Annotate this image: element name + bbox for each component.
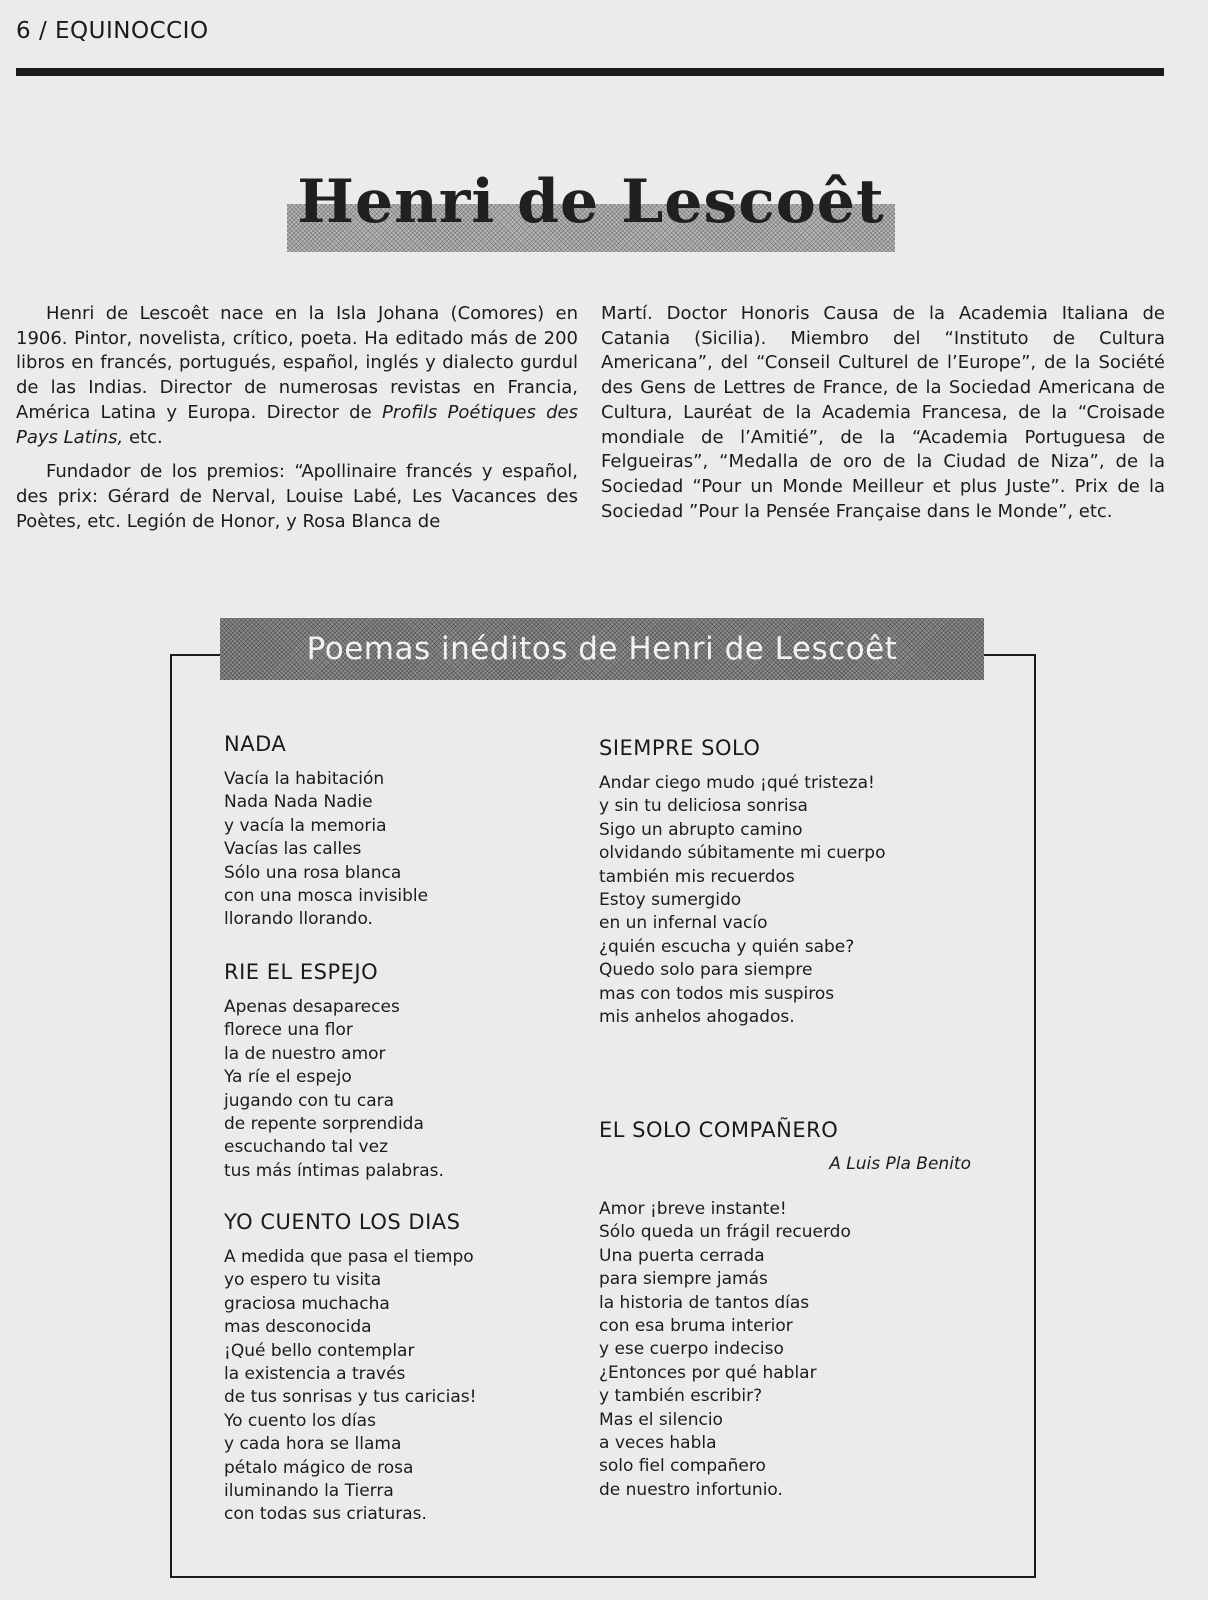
poem-line: mis anhelos ahogados. bbox=[599, 1007, 795, 1028]
poem-title: EL SOLO COMPAÑERO bbox=[599, 1118, 839, 1142]
poem-el-solo-companero bbox=[599, 1118, 971, 1502]
poem-line: de tus sonrisas y tus caricias! bbox=[224, 1387, 477, 1408]
poem-line: Amor ¡breve instante! bbox=[599, 1199, 787, 1219]
poem-line: para siempre jamás bbox=[599, 1269, 768, 1290]
poem-line: de repente sorprendida bbox=[224, 1114, 424, 1135]
poem-title: RIE EL ESPEJO bbox=[224, 960, 379, 984]
poem-line: Mas el silencio bbox=[599, 1409, 723, 1430]
poem-line: Vacías las calles bbox=[224, 839, 362, 860]
poem-line: pétalo mágico de rosa bbox=[224, 1457, 414, 1478]
bio-column-left bbox=[16, 302, 578, 544]
poem-line: ¿quién escucha y quién sabe? bbox=[599, 936, 855, 957]
bio-text: Henri de Lescoêt nace en la Isla Johana (Comores) en 1906. Pintor, novelista, crítico, poeta. Ha editado más de 200 libros en francés, portugués, español, inglés y dialecto gurdul de las Indias. Director de numerosas revistas en Francia, América Latina y Europa. Director de bbox=[16, 303, 578, 423]
poem-siempre-solo bbox=[599, 736, 886, 1029]
page-header: 6 / EQUINOCCIO bbox=[16, 18, 209, 44]
poem-lines bbox=[599, 772, 886, 1029]
poem-line: llorando llorando. bbox=[224, 909, 373, 930]
poem-line: ¿Entonces por qué hablar bbox=[599, 1362, 817, 1383]
poem-line: jugando con tu cara bbox=[224, 1090, 395, 1111]
poem-line: Yo cuento los días bbox=[224, 1410, 376, 1431]
poem-line: y sin tu deliciosa sonrisa bbox=[599, 796, 808, 817]
poem-yo-cuento-los-dias bbox=[224, 1210, 476, 1527]
title-block bbox=[287, 160, 895, 252]
poem-line: Sólo una rosa blanca bbox=[224, 862, 402, 883]
poem-line: escuchando tal vez bbox=[224, 1137, 388, 1158]
poem-line: y también escribir? bbox=[599, 1386, 763, 1407]
poem-title: SIEMPRE SOLO bbox=[599, 736, 761, 760]
poem-line: Ya ríe el espejo bbox=[224, 1067, 352, 1088]
poems-banner: Poemas inéditos de Henri de Lescoêt bbox=[220, 618, 984, 680]
poem-nada bbox=[224, 732, 428, 932]
poem-line: Una puerta cerrada bbox=[599, 1245, 765, 1266]
bio-column-right bbox=[601, 302, 1165, 534]
poem-line: Quedo solo para siempre bbox=[599, 960, 813, 981]
bio-text: etc. bbox=[123, 426, 163, 448]
poem-line: olvidando súbitamente mi cuerpo bbox=[599, 843, 886, 864]
poem-line: a veces habla bbox=[599, 1433, 717, 1454]
poem-line: con una mosca invisible bbox=[224, 886, 429, 907]
poem-line: iluminando la Tierra bbox=[224, 1481, 394, 1502]
poem-lines bbox=[224, 768, 428, 932]
poem-line: yo espero tu visita bbox=[224, 1270, 382, 1291]
poem-line: mas desconocida bbox=[224, 1317, 372, 1338]
poem-title: NADA bbox=[224, 732, 287, 756]
poem-line: Nada Nada Nadie bbox=[224, 792, 373, 813]
poem-line: A medida que pasa el tiempo bbox=[224, 1247, 474, 1267]
poem-dedication: A Luis Pla Benito bbox=[829, 1154, 971, 1174]
poem-line: florece una flor bbox=[224, 1020, 353, 1041]
article-title: Henri de Lescoêt bbox=[297, 167, 885, 237]
poem-line: ¡Qué bello contemplar bbox=[224, 1340, 415, 1361]
bio-paragraph-1 bbox=[16, 302, 578, 450]
poem-line: solo fiel compañero bbox=[599, 1456, 766, 1477]
poem-line: Sigo un abrupto camino bbox=[599, 819, 803, 840]
poem-title: YO CUENTO LOS DIAS bbox=[224, 1210, 461, 1234]
poem-line: graciosa muchacha bbox=[224, 1293, 390, 1314]
poem-line: con todas sus criaturas. bbox=[224, 1504, 427, 1525]
poem-line: Vacía la habitación bbox=[224, 769, 385, 789]
poem-line: tus más íntimas palabras. bbox=[224, 1160, 444, 1181]
poem-line: en un infernal vacío bbox=[599, 913, 768, 934]
poem-line: la de nuestro amor bbox=[224, 1043, 386, 1064]
poem-line: Andar ciego mudo ¡qué tristeza! bbox=[599, 773, 875, 793]
poem-line: la historia de tantos días bbox=[599, 1292, 810, 1313]
poem-line: Apenas desapareces bbox=[224, 997, 400, 1017]
poem-line: con esa bruma interior bbox=[599, 1316, 793, 1337]
bio-paragraph-3: Martí. Doctor Honoris Causa de la Academia Italiana de Catania (Sicilia). Miembro del “Instituto de Cultura Americana”, del “Conseil Culturel de l’Europe”, de la Société des Gens de Lettres de France, de la Sociedad Americana de Cultura, Lauréat de la Academia Francesa, de la “Croisade mondiale de l’Amitié”, de la “Academia Portuguesa de Felgueiras”, “Medalla de oro de la Ciudad de Niza”, de la Sociedad “Pour un Monde Meilleur et plus Juste”. Prix de la Sociedad ”Pour la Pensée Française dans le Monde”, etc. bbox=[601, 303, 1165, 522]
poem-line: la existencia a través bbox=[224, 1364, 406, 1385]
poem-line: también mis recuerdos bbox=[599, 866, 795, 887]
poem-rie-el-espejo bbox=[224, 960, 444, 1183]
poem-line: y ese cuerpo indeciso bbox=[599, 1339, 784, 1360]
poem-line: y vacía la memoria bbox=[224, 815, 387, 836]
publication-title: Profils Poétiques des Pays Latins, bbox=[16, 401, 578, 448]
poem-lines bbox=[224, 1246, 476, 1527]
poem-line: Estoy sumergido bbox=[599, 890, 742, 911]
header-rule bbox=[16, 68, 1164, 76]
poem-line: de nuestro infortunio. bbox=[599, 1479, 783, 1500]
poem-line: mas con todos mis suspiros bbox=[599, 983, 835, 1004]
bio-paragraph-2: Fundador de los premios: “Apollinaire francés y español, des prix: Gérard de Nerval, Louise Labé, Les Vacances des Poètes, etc. Legión de Honor, y Rosa Blanca de bbox=[16, 461, 578, 532]
poem-line: Sólo queda un frágil recuerdo bbox=[599, 1222, 851, 1243]
poem-lines bbox=[599, 1198, 971, 1502]
poem-line: y cada hora se llama bbox=[224, 1434, 402, 1455]
poem-lines bbox=[224, 996, 444, 1183]
